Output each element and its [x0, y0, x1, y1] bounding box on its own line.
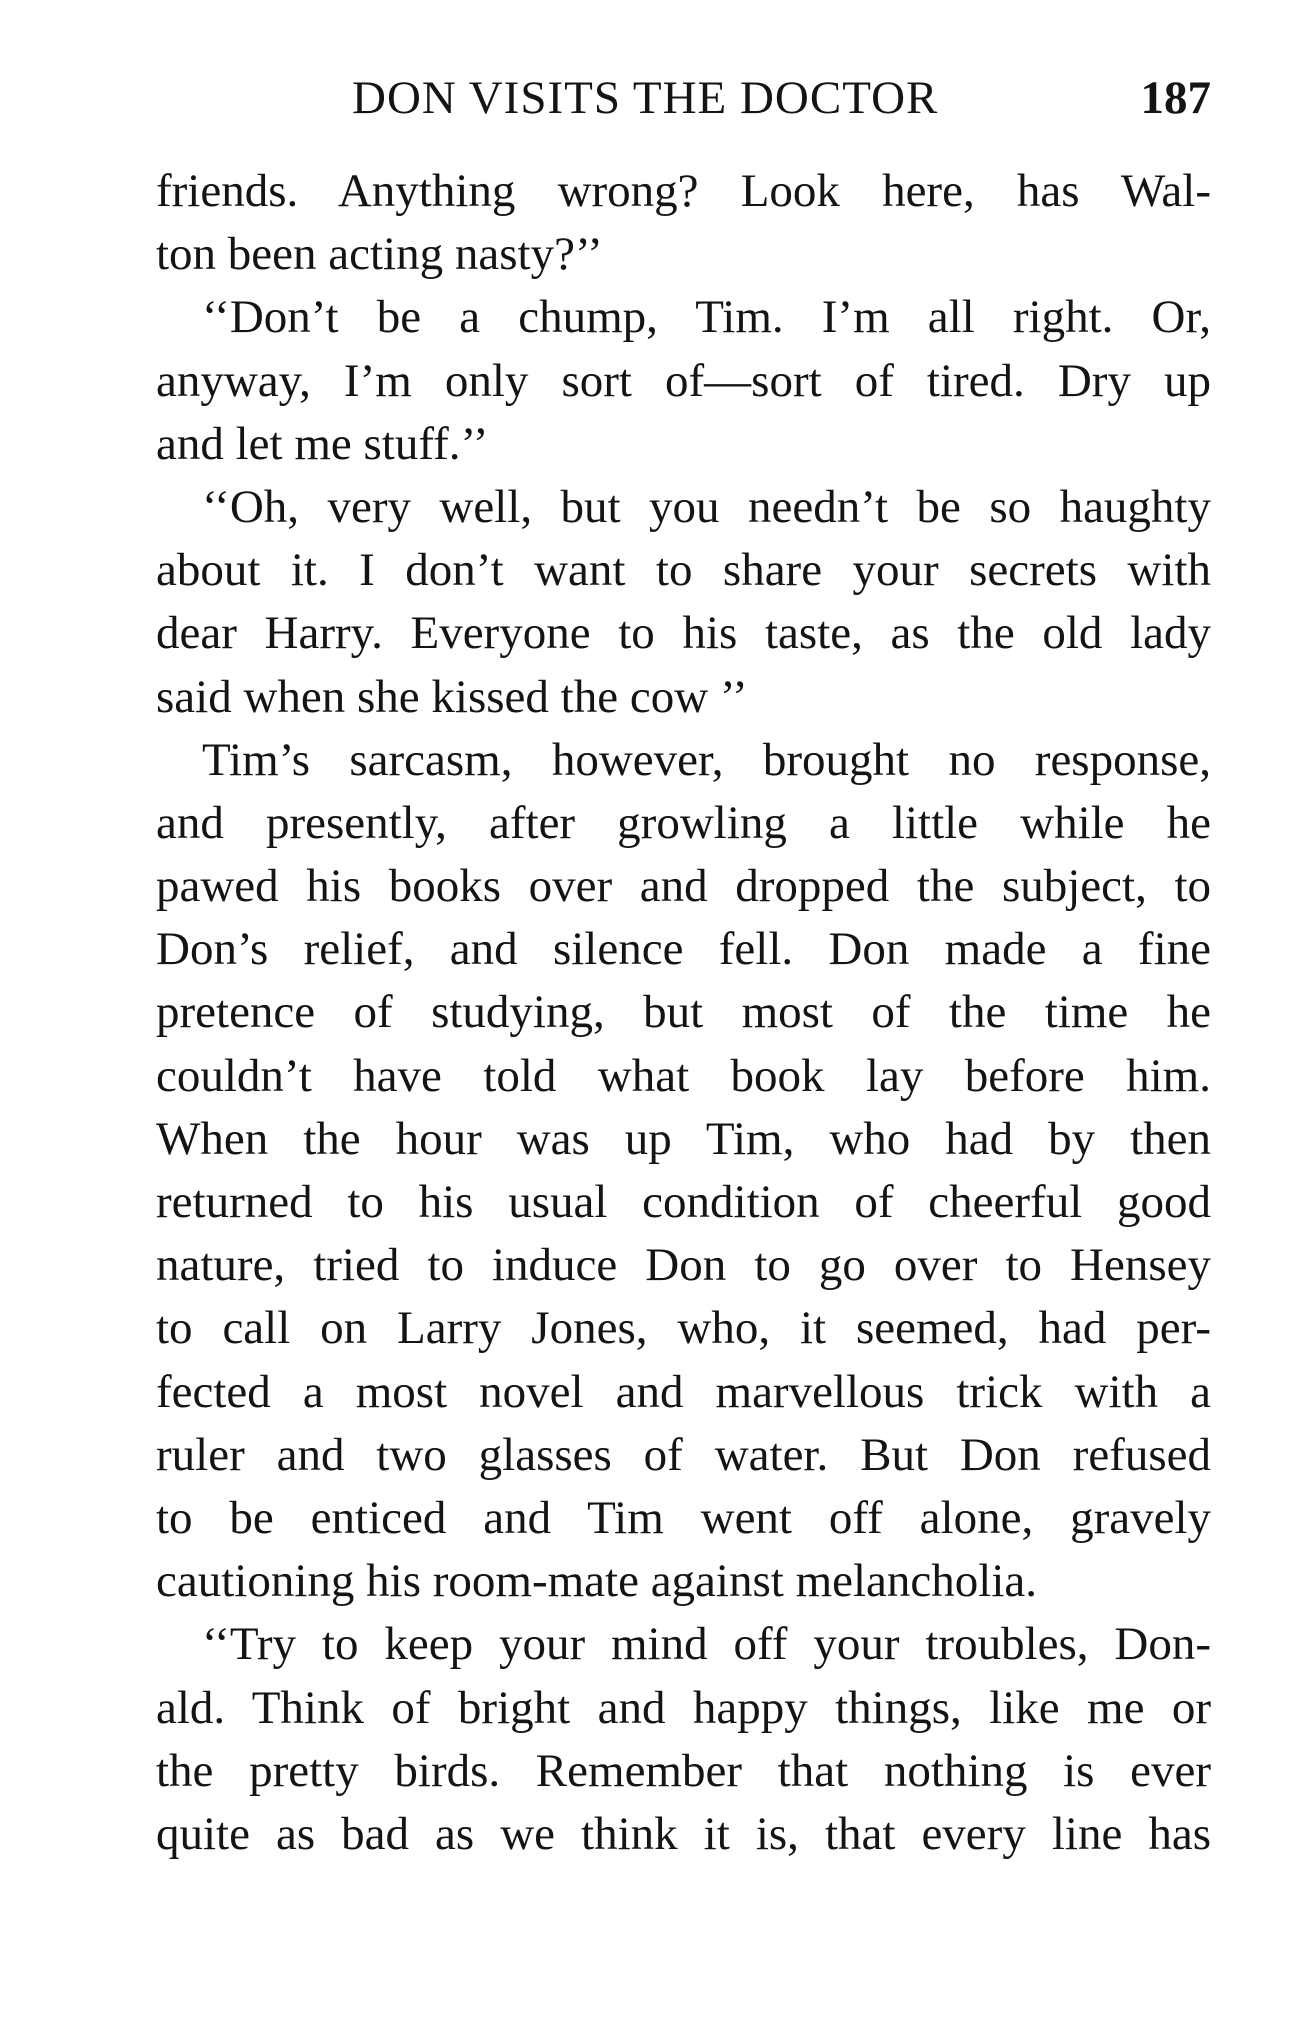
text-line: fected a most novel and marvellous trick with a — [156, 1365, 1211, 1418]
text-line: ‘‘Try to keep your mind off your troubles, Don- — [202, 1618, 1211, 1671]
text-line: the pretty birds. Remember that nothing is ever — [156, 1744, 1211, 1797]
text-line: pretence of studying, but most of the time he — [156, 986, 1211, 1039]
body-text — [156, 160, 1211, 1866]
page-header — [156, 68, 1211, 128]
page-number: 187 — [1140, 72, 1211, 124]
text-line: dear Harry. Everyone to his taste, as the old lady — [156, 607, 1211, 660]
text-line: When the hour was up Tim, who had by then — [156, 1112, 1211, 1165]
text-line: couldn’t have told what book lay before him. — [156, 1049, 1211, 1102]
running-title: DON VISITS THE DOCTOR — [352, 72, 939, 124]
text-line: friends. Anything wrong? Look here, has Wal- — [156, 165, 1211, 217]
text-line: about it. I don’t want to share your secrets with — [156, 544, 1211, 597]
text-line: nature, tried to induce Don to go over to Hensey — [156, 1239, 1211, 1292]
text-line: quite as bad as we think it is, that every line has — [156, 1807, 1211, 1860]
text-line: and let me stuff.’’ — [156, 417, 489, 470]
text-line: ald. Think of bright and happy things, like me or — [156, 1681, 1211, 1734]
text-line: and presently, after growling a little while he — [156, 796, 1211, 849]
text-line: said when she kissed the cow ’’ — [156, 670, 748, 723]
text-line: cautioning his room-mate against melancholia. — [156, 1555, 1037, 1608]
text-line: to call on Larry Jones, who, it seemed, had per- — [156, 1302, 1211, 1355]
text-line: returned to his usual condition of cheerful good — [156, 1176, 1211, 1228]
text-line: ‘‘Don’t be a chump, Tim. I’m all right. Or, — [202, 291, 1211, 344]
text-line: ‘‘Oh, very well, but you needn’t be so haughty — [202, 480, 1211, 533]
text-line: ton been acting nasty?’’ — [156, 228, 603, 281]
text-line: to be enticed and Tim went off alone, gravely — [156, 1491, 1211, 1544]
text-line: Tim’s sarcasm, however, brought no response, — [202, 733, 1211, 786]
text-line: ruler and two glasses of water. But Don refused — [156, 1428, 1211, 1481]
text-line: anyway, I’m only sort of—sort of tired. Dry up — [156, 354, 1211, 407]
text-line: Don’s relief, and silence fell. Don made a fine — [156, 923, 1211, 976]
text-line: pawed his books over and dropped the subject, to — [156, 860, 1211, 913]
